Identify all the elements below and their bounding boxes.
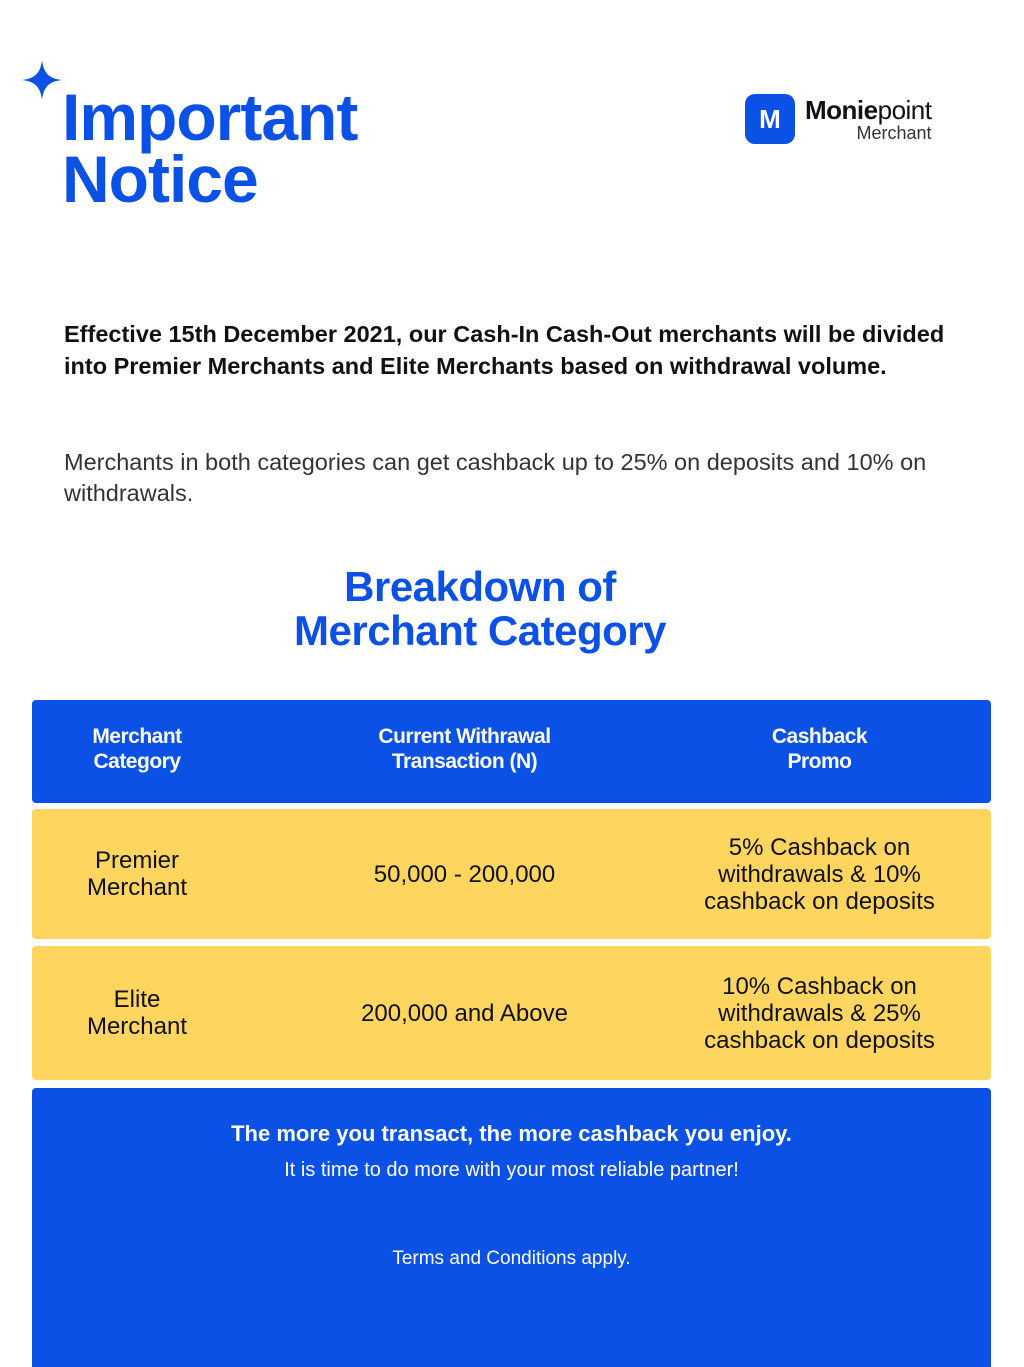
header-withdrawal-transaction: Current Withrawal Transaction (N) <box>378 725 551 773</box>
logo-name-regular: point <box>877 95 932 125</box>
breakdown-heading <box>180 565 780 653</box>
row-category: Premier Merchant <box>86 847 188 901</box>
title-line-2: Notice <box>62 142 258 216</box>
sparkle-icon <box>20 58 64 102</box>
logo-name-bold: Monie <box>805 95 878 125</box>
page-title <box>62 80 358 216</box>
row-range: 50,000 - 200,000 <box>373 860 556 888</box>
moniepoint-logo <box>745 94 932 144</box>
header-cashback-promo: Cashback Promo <box>771 725 868 773</box>
row-promo: 10% Cashback on withdrawals & 25% cashback on deposits <box>704 972 935 1054</box>
footer-tagline: It is time to do more with your most reliable partner! <box>284 1159 739 1181</box>
terms-note: Terms and Conditions apply. <box>392 1248 631 1269</box>
table-header <box>32 700 991 803</box>
table-row <box>32 809 991 939</box>
intro-paragraph: Effective 15th December 2021, our Cash-In Cash-Out merchants will be divided into Premier Merchants and Elite Merchants based on withdrawal volume. <box>64 321 945 379</box>
logo-mark-icon: M <box>745 94 795 144</box>
breakdown-line-1: Breakdown of <box>344 563 616 610</box>
row-promo: 5% Cashback on withdrawals & 10% cashback on deposits <box>704 833 935 915</box>
header-merchant-category: Merchant Category <box>92 725 182 773</box>
footer-headline: The more you transact, the more cashback you enjoy. <box>231 1121 792 1146</box>
cashback-summary: Merchants in both categories can get cashback up to 25% on deposits and 10% on withdrawals. <box>64 449 927 506</box>
logo-sub: Merchant <box>856 123 932 143</box>
table-row <box>32 946 991 1080</box>
title-line-1: Important <box>62 80 358 154</box>
breakdown-line-2: Merchant Category <box>294 607 666 654</box>
row-range: 200,000 and Above <box>361 999 568 1027</box>
footer-banner <box>32 1088 991 1367</box>
logo-name <box>805 96 932 124</box>
row-category: Elite Merchant <box>86 986 188 1040</box>
